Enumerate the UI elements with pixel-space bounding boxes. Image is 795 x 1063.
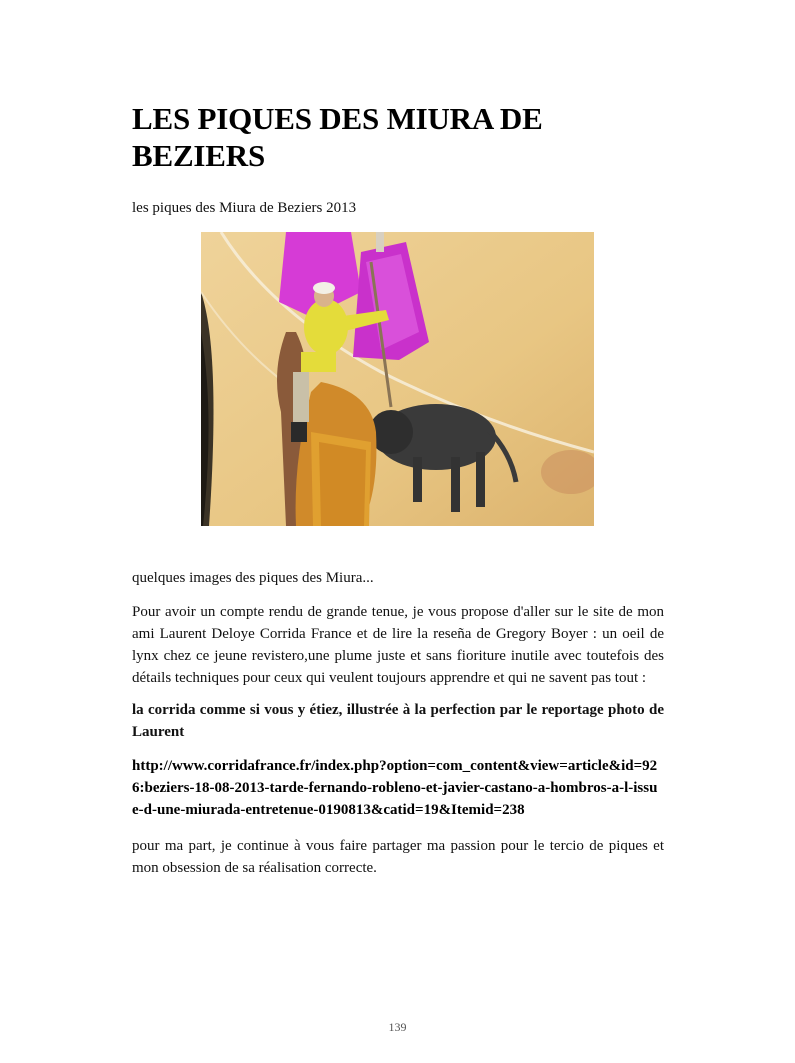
body-paragraph: Pour avoir un compte rendu de grande tenue, je vous propose d'aller sur le site de mon ami Laurent Deloye Corrida France et de lire la reseña de Gregory Boyer : un oeil de lynx chez ce jeune revistero,une plume juste et sans fioriture inutile avec toutefois des détails techniques pour ceux qui veulent toujours apprendre et qui ne savent pas tout : xyxy=(132,604,664,686)
picador-bull-photo xyxy=(201,232,594,526)
page-title: LES PIQUES DES MIURA DE BEZIERS xyxy=(132,101,543,173)
article-link[interactable]: http://www.corridafrance.fr/index.php?option=com_content&view=article&id=926:beziers-18-08-2013-tarde-fernando-robleno-et-javier-castano-a-hombros-a-l-issue-d-une-miurada-entretenue-0190813&catid=19&Itemid=238 xyxy=(132,758,658,818)
document-page xyxy=(132,100,664,879)
subtitle: les piques des Miura de Beziers 2013 xyxy=(132,200,357,216)
closing-paragraph: pour ma part, je continue à vous faire partager ma passion pour le tercio de piques et mon obsession de sa réalisation correcte. xyxy=(132,838,664,876)
page-number: 139 xyxy=(388,1020,407,1034)
photo-caption: quelques images des piques des Miura... xyxy=(132,570,374,586)
bold-paragraph: la corrida comme si vous y étiez, illustrée à la perfection par le reportage photo de Laurent xyxy=(132,702,664,740)
